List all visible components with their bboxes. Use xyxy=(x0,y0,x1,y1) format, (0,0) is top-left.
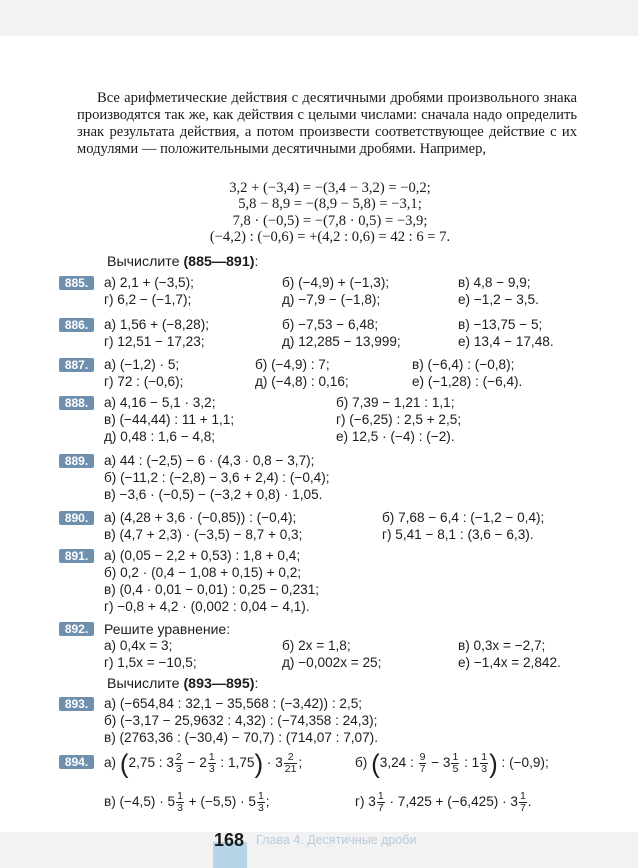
exercise-item: д) 12,285 − 13,999; xyxy=(282,334,401,349)
exercise-item: г) −0,8 + 4,2 · (0,002 : 0,04 − 4,1). xyxy=(104,599,310,614)
exercise-item: б) 2x = 1,8; xyxy=(282,638,351,653)
expr-part: 3 xyxy=(368,794,376,809)
heading-text: Вычислите xyxy=(107,254,184,270)
fraction-denominator: 7 xyxy=(519,801,526,814)
exercise-item: г) 12,51 − 17,23; xyxy=(104,334,205,349)
exercise-item: д) −7,9 − (−1,8); xyxy=(282,292,381,307)
exercise-891-row-2 xyxy=(0,565,638,581)
exercise-number-891: 891. xyxy=(59,549,94,563)
page-number: 168 xyxy=(214,830,245,850)
exercise-item: б) 0,2 · (0,4 − 1,08 + 0,15) + 0,2; xyxy=(104,565,302,580)
exercise-892-title xyxy=(0,621,638,637)
exercise-number-886: 886. xyxy=(59,318,94,332)
exercise-item: а) 2,1 + (−3,5); xyxy=(104,275,194,290)
exercise-item-fraction xyxy=(104,788,270,816)
exercise-item: г) 72 : (−0,6); xyxy=(104,374,184,389)
bracket-left: ( xyxy=(119,748,129,779)
exercise-item: б) −7,53 − 6,48; xyxy=(282,317,379,332)
exercise-number-893: 893. xyxy=(59,697,94,711)
exercise-item: в) 0,3x = −2,7; xyxy=(458,638,546,653)
fraction-numerator: 1 xyxy=(208,750,215,763)
exercise-887-row-1 xyxy=(0,357,638,373)
exercise-number-885: 885. xyxy=(59,276,94,290)
exercise-item: в) (2763,36 : (−30,4) − 70,7) : (714,07 : 7,07). xyxy=(104,730,378,745)
exercise-number-890: 890. xyxy=(59,511,94,525)
exercise-894-row-2 xyxy=(0,788,638,816)
exercise-item-fraction xyxy=(355,788,532,816)
exercise-number-894: 894. xyxy=(59,755,94,769)
exercise-893-row-3 xyxy=(0,730,638,746)
exercise-890-row-1 xyxy=(0,510,638,526)
exercise-886-row-2 xyxy=(0,334,638,350)
item-label: г) xyxy=(355,794,365,809)
exercise-item: б) 7,68 − 6,4 : (−1,2 − 0,4); xyxy=(382,510,545,525)
exercise-item: в) 4,8 − 9,9; xyxy=(458,275,531,290)
section-heading-compute xyxy=(107,254,258,270)
formula-line: 3,2 + (−3,4) = −(3,4 − 3,2) = −0,2; xyxy=(229,180,431,196)
item-label: в) xyxy=(104,794,116,809)
fraction xyxy=(208,752,216,775)
exercise-888-row-2 xyxy=(0,412,638,428)
exercise-891-row-4 xyxy=(0,599,638,615)
fraction xyxy=(257,791,265,814)
expr-part: : (−0,9); xyxy=(497,755,549,770)
exercise-number-889: 889. xyxy=(59,454,94,468)
expr-part: · 7,425 + (−6,425) · 3 xyxy=(385,794,518,809)
exercise-item: е) −1,4x = 2,842. xyxy=(458,655,561,670)
exercise-891-row-3 xyxy=(0,582,638,598)
item-label: а) xyxy=(104,755,117,770)
fraction-numerator: 1 xyxy=(177,789,183,802)
expr-part: (−4,5) · 5 xyxy=(119,794,176,809)
fraction xyxy=(284,752,298,775)
exercise-893-row-1 xyxy=(0,696,638,712)
exercise-889-row-3 xyxy=(0,487,638,503)
fraction xyxy=(451,752,459,775)
exercise-887-row-2 xyxy=(0,374,638,390)
formula-line: 7,8 · (−0,5) = −(7,8 · 0,5) = −3,9; xyxy=(232,212,428,229)
fraction xyxy=(419,752,427,775)
exercise-888-row-1 xyxy=(0,395,638,411)
exercise-item: а) (4,28 + 3,6 · (−0,85)) : (−0,4); xyxy=(104,510,297,525)
fraction-denominator: 5 xyxy=(452,762,459,775)
exercise-item: б) 7,39 − 1,21 : 1,1; xyxy=(336,395,455,410)
textbook-page xyxy=(0,36,638,850)
exercise-item: е) 13,4 − 17,48. xyxy=(458,334,554,349)
exercise-item: е) 12,5 · (−4) : (−2). xyxy=(336,429,455,444)
exercise-item: а) (0,05 − 2,2 + 0,53) : 1,8 + 0,4; xyxy=(104,548,301,563)
heading-text: Вычислите xyxy=(107,676,184,692)
exercise-item: б) (−4,9) + (−1,3); xyxy=(282,275,390,290)
exercise-item: а) 44 : (−2,5) − 6 · (4,3 · 0,8 − 3,7); xyxy=(104,453,315,468)
intro-paragraph xyxy=(77,90,577,158)
exercise-instruction: Решите уравнение: xyxy=(104,621,231,637)
exercise-889-row-1 xyxy=(0,453,638,469)
exercise-item: д) (−4,8) : 0,16; xyxy=(255,374,349,389)
intro-text: Все арифметические действия с десятичными дробями произвольного знака производятся так же, как действия с целыми числами: сначала надо определить знак результата действия, а потом произвести соответствующее действие с их модулями — положительными десятичными дробями. Например, xyxy=(77,90,577,157)
exercise-893-row-2 xyxy=(0,713,638,729)
heading-range: (885—891) xyxy=(183,254,255,270)
expr-part: ; xyxy=(265,794,270,809)
fraction-denominator: 3 xyxy=(208,762,215,775)
exercise-item: в) (−6,4) : (−0,8); xyxy=(412,357,515,372)
exercise-item: а) 1,56 + (−8,28); xyxy=(104,317,210,332)
bracket-left: ( xyxy=(371,748,380,779)
fraction-numerator: 1 xyxy=(519,789,526,802)
fraction-denominator: 7 xyxy=(419,762,426,775)
expr-part: − 3 xyxy=(427,755,451,770)
heading-colon: : xyxy=(254,254,259,270)
formula-line: 5,8 − 8,9 = −(8,9 − 5,8) = −3,1; xyxy=(238,196,422,213)
fraction xyxy=(519,791,527,814)
exercise-item: в) −13,75 − 5; xyxy=(458,317,543,332)
fraction-numerator: 1 xyxy=(452,750,459,763)
expr-part: . xyxy=(527,794,532,809)
fraction-numerator: 1 xyxy=(377,789,384,802)
exercise-item: а) 0,4x = 3; xyxy=(104,638,173,653)
exercise-item: д) −0,002x = 25; xyxy=(282,655,382,670)
exercise-item: г) (−6,25) : 2,5 + 2,5; xyxy=(336,412,462,427)
fraction-denominator: 3 xyxy=(481,762,488,775)
fraction xyxy=(175,752,183,775)
chapter-title: Глава 4. Десятичные дроби xyxy=(256,833,417,847)
fraction-numerator: 1 xyxy=(257,789,264,802)
expr-part: 3,24 : xyxy=(379,755,418,770)
expr-part: : 1 xyxy=(460,755,480,770)
section-heading-compute xyxy=(107,676,258,692)
fraction xyxy=(377,791,385,814)
exercise-item: е) −1,2 − 3,5. xyxy=(458,292,539,307)
exercise-892-row-1 xyxy=(0,638,638,654)
heading-range: (893—895) xyxy=(183,676,255,692)
exercise-894-row-1 xyxy=(0,748,638,778)
bracket-right: ) xyxy=(489,748,498,779)
exercise-888-row-3 xyxy=(0,429,638,445)
exercise-item: а) 4,16 − 5,1 · 3,2; xyxy=(104,395,216,410)
exercise-item: б) (−11,2 : (−2,8) − 3,6 + 2,4) : (−0,4); xyxy=(104,470,330,485)
expr-part: + (−5,5) · 5 xyxy=(184,794,256,809)
exercise-886-row-1 xyxy=(0,317,638,333)
expr-part: − 2 xyxy=(183,755,207,770)
exercise-item: в) (4,7 + 2,3) · (−3,5) − 8,7 + 0,3; xyxy=(104,527,303,542)
exercise-item: в) (−44,44) : 11 + 1,1; xyxy=(104,412,235,427)
fraction-numerator: 9 xyxy=(419,750,426,763)
expr-part: · 3 xyxy=(263,755,283,770)
fraction-denominator: 3 xyxy=(175,762,182,775)
exercise-item: г) 1,5x = −10,5; xyxy=(104,655,197,670)
fraction-denominator: 7 xyxy=(377,801,384,814)
exercise-885-row-1 xyxy=(0,275,638,291)
expr-part: 2,75 : 3 xyxy=(128,755,174,770)
exercise-number-892: 892. xyxy=(59,622,94,636)
exercise-item: е) (−1,28) : (−6,4). xyxy=(412,374,523,389)
exercise-item: д) 0,48 : 1,6 − 4,8; xyxy=(104,429,216,444)
fraction xyxy=(176,791,184,814)
fraction xyxy=(480,752,488,775)
exercise-item: в) (0,4 · 0,01 − 0,01) : 0,25 − 0,231; xyxy=(104,582,320,597)
fraction-numerator: 2 xyxy=(284,752,298,764)
exercise-891-row-1 xyxy=(0,548,638,564)
exercise-885-row-2 xyxy=(0,292,638,308)
exercise-number-887: 887. xyxy=(59,358,94,372)
example-formulas xyxy=(200,180,460,245)
exercise-item-fraction xyxy=(355,748,549,778)
exercise-item: г) 5,41 − 8,1 : (3,6 − 6,3). xyxy=(382,527,534,542)
fraction-denominator: 3 xyxy=(177,801,183,814)
formula-line: (−4,2) : (−0,6) = +(4,2 : 0,6) = 42 : 6 = 7. xyxy=(209,228,451,245)
exercise-889-row-2 xyxy=(0,470,638,486)
expr-part: : 1,75 xyxy=(216,755,255,770)
bracket-right: ) xyxy=(254,748,264,779)
heading-colon: : xyxy=(254,676,259,692)
exercise-item: б) (−4,9) : 7; xyxy=(255,357,330,372)
exercise-item: б) (−3,17 − 25,9632 : 4,32) : (−74,358 : 24,3); xyxy=(104,713,378,728)
item-label: б) xyxy=(355,755,368,770)
exercise-item: а) (−1,2) · 5; xyxy=(104,357,180,372)
fraction-denominator: 21 xyxy=(284,762,297,775)
fraction-numerator: 1 xyxy=(481,750,488,763)
exercise-item: а) (−654,84 : 32,1 − 35,568 : (−3,42)) : 2,5; xyxy=(104,696,363,711)
exercise-number-888: 888. xyxy=(59,396,94,410)
exercise-892-row-2 xyxy=(0,655,638,671)
fraction-denominator: 3 xyxy=(257,801,264,814)
exercise-item: г) 6,2 − (−1,7); xyxy=(104,292,192,307)
exercise-890-row-2 xyxy=(0,527,638,543)
exercise-item-fraction xyxy=(104,748,302,778)
exercise-item: в) −3,6 · (−0,5) − (−3,2 + 0,8) · 1,05. xyxy=(104,487,323,502)
expr-part: ; xyxy=(298,755,303,770)
fraction-numerator: 2 xyxy=(175,750,182,763)
